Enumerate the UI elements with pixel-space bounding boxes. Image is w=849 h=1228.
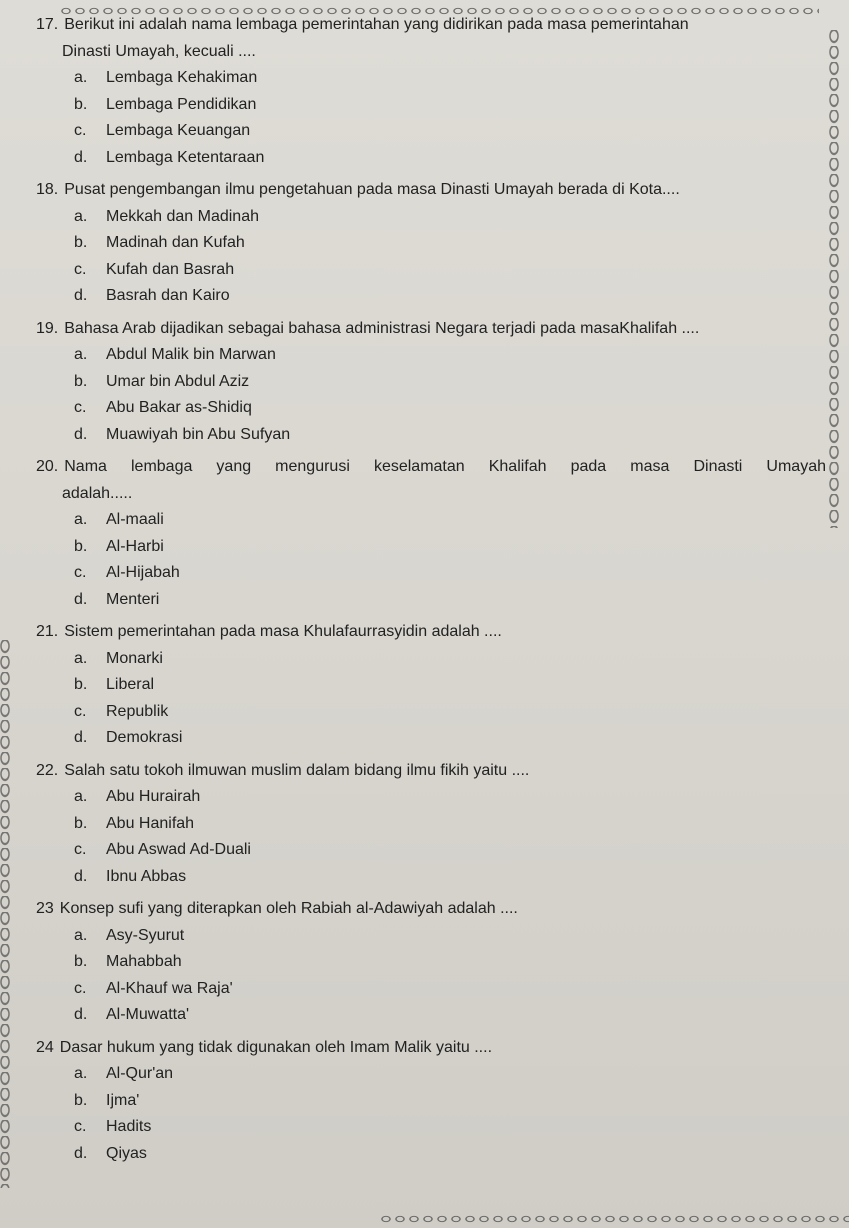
- option-c: [36, 976, 826, 1003]
- option-b: [36, 369, 826, 396]
- option-letter: b.: [74, 234, 88, 251]
- option-letter: d.: [74, 1006, 88, 1023]
- question-number: 21.: [36, 623, 59, 640]
- option-letter: d.: [74, 1144, 88, 1162]
- option-d: [36, 864, 826, 891]
- decorative-chain-border-bottom: [380, 1214, 849, 1224]
- question-17: [36, 12, 826, 171]
- option-text: Mahabbah: [106, 953, 182, 970]
- option-letter: b.: [74, 1091, 88, 1109]
- question-line: Salah satu tokoh ilmuwan muslim dalam bidang ilmu fikih yaitu ....: [64, 761, 530, 779]
- question-number: 24: [36, 1038, 54, 1056]
- question-number: 19.: [36, 319, 59, 337]
- question-19: [36, 316, 826, 449]
- option-d: [36, 1002, 826, 1029]
- question-18: [36, 177, 826, 310]
- option-b: [36, 534, 826, 561]
- question-text: [36, 12, 826, 39]
- question-text: [36, 177, 826, 204]
- option-c: [36, 560, 826, 587]
- option-letter: a.: [74, 1065, 88, 1082]
- question-number: 17.: [36, 16, 59, 33]
- option-b: [36, 811, 826, 838]
- option-text: Liberal: [106, 676, 155, 693]
- option-a: [36, 342, 826, 369]
- option-text: Umar bin Abdul Aziz: [106, 372, 250, 390]
- option-b: [36, 949, 826, 976]
- question-text: [36, 896, 826, 923]
- option-letter: d.: [74, 590, 88, 608]
- option-text: Mekkah dan Madinah: [106, 207, 259, 225]
- option-text: Lembaga Pendidikan: [106, 95, 257, 113]
- option-text: Abu Hurairah: [106, 788, 201, 805]
- option-c: [36, 1114, 826, 1141]
- decorative-chain-border-left: [0, 640, 10, 1188]
- option-letter: c.: [74, 841, 87, 858]
- option-c: [36, 118, 826, 145]
- option-letter: c.: [74, 122, 87, 139]
- question-24: [36, 1035, 826, 1168]
- option-letter: b.: [74, 372, 88, 390]
- option-letter: a.: [74, 207, 88, 225]
- question-23: [36, 896, 826, 1029]
- option-text: Asy-Syurut: [106, 926, 185, 944]
- question-line: Bahasa Arab dijadikan sebagai bahasa administrasi Negara terjadi pada masaKhalifah ....: [64, 319, 700, 337]
- option-letter: b.: [74, 537, 88, 555]
- option-letter: b.: [74, 953, 88, 970]
- option-letter: b.: [74, 676, 88, 693]
- option-a: [36, 204, 826, 231]
- option-text: Ibnu Abbas: [106, 867, 187, 885]
- option-letter: c.: [74, 564, 87, 581]
- option-letter: a.: [74, 788, 88, 805]
- option-text: Ijma': [106, 1091, 140, 1109]
- question-line: Pusat pengembangan ilmu pengetahuan pada masa Dinasti Umayah berada di Kota....: [64, 181, 680, 198]
- question-number: 20.: [36, 458, 59, 475]
- option-text: Abu Bakar as-Shidiq: [106, 399, 252, 416]
- option-text: Abu Aswad Ad-Duali: [106, 841, 251, 858]
- option-d: [36, 422, 826, 449]
- option-b: [36, 1088, 826, 1115]
- option-text: Hadits: [106, 1118, 152, 1135]
- question-line: Nama lembaga yang mengurusi keselamatan Khalifah pada masa Dinasti Umayah: [64, 458, 826, 475]
- option-b: [36, 230, 826, 257]
- option-text: Republik: [106, 702, 169, 720]
- question-text: [36, 316, 826, 343]
- option-letter: d.: [74, 148, 88, 166]
- question-list: [36, 12, 826, 1173]
- option-letter: c.: [74, 399, 87, 416]
- option-text: Muawiyah bin Abu Sufyan: [106, 425, 291, 443]
- option-letter: d.: [74, 287, 88, 304]
- option-c: [36, 257, 826, 284]
- question-number: 22.: [36, 761, 59, 779]
- option-text: Al-maali: [106, 511, 164, 528]
- option-c: [36, 837, 826, 864]
- option-a: [36, 65, 826, 92]
- option-text: Kufah dan Basrah: [106, 260, 235, 278]
- question-text: [36, 454, 826, 481]
- option-letter: d.: [74, 867, 88, 885]
- question-text-continued: Dinasti Umayah, kecuali ....: [62, 42, 256, 60]
- option-d: [36, 145, 826, 172]
- option-letter: a.: [74, 649, 88, 667]
- option-letter: d.: [74, 425, 88, 443]
- option-letter: b.: [74, 814, 88, 832]
- option-a: [36, 507, 826, 534]
- option-text: Monarki: [106, 649, 163, 667]
- option-text: Al-Qur'an: [106, 1065, 174, 1082]
- question-line: Berikut ini adalah nama lembaga pemerintahan yang didirikan pada masa pemerintahan: [64, 16, 689, 33]
- question-line: Konsep sufi yang diterapkan oleh Rabiah al-Adawiyah adalah ....: [59, 900, 518, 917]
- decorative-chain-border-right: [829, 30, 839, 528]
- question-20: [36, 454, 826, 613]
- question-line: Sistem pemerintahan pada masa Khulafaurrasyidin adalah ....: [64, 623, 502, 640]
- question-text: [36, 619, 826, 646]
- option-b: [36, 92, 826, 119]
- option-text: Lembaga Keuangan: [106, 122, 251, 139]
- option-text: Demokrasi: [106, 729, 183, 746]
- option-text: Al-Hijabah: [106, 564, 180, 581]
- option-letter: a.: [74, 346, 88, 363]
- option-a: [36, 784, 826, 811]
- option-text: Abdul Malik bin Marwan: [106, 346, 276, 363]
- option-text: Lembaga Ketentaraan: [106, 148, 265, 166]
- option-letter: c.: [74, 702, 87, 720]
- option-letter: c.: [74, 1118, 87, 1135]
- option-letter: b.: [74, 95, 88, 113]
- option-d: [36, 725, 826, 752]
- question-text: [36, 758, 826, 785]
- option-d: [36, 283, 826, 310]
- question-line: Dasar hukum yang tidak digunakan oleh Imam Malik yaitu ....: [59, 1038, 493, 1056]
- option-text: Menteri: [106, 590, 160, 608]
- question-text: [36, 1035, 826, 1062]
- option-text: Al-Muwatta': [106, 1006, 190, 1023]
- option-letter: d.: [74, 729, 88, 746]
- option-text: Lembaga Kehakiman: [106, 69, 258, 86]
- option-letter: c.: [74, 979, 87, 997]
- option-text: Al-Khauf wa Raja': [106, 979, 233, 997]
- question-text-continued: adalah.....: [62, 484, 133, 502]
- option-text: Madinah dan Kufah: [106, 234, 245, 251]
- option-letter: a.: [74, 511, 88, 528]
- option-a: [36, 646, 826, 673]
- option-d: [36, 587, 826, 614]
- option-letter: c.: [74, 260, 87, 278]
- option-letter: a.: [74, 926, 88, 944]
- question-21: [36, 619, 826, 752]
- option-text: Qiyas: [106, 1144, 147, 1162]
- option-a: [36, 1061, 826, 1088]
- option-text: Basrah dan Kairo: [106, 287, 230, 304]
- question-number: 18.: [36, 181, 59, 198]
- option-c: [36, 699, 826, 726]
- option-d: [36, 1141, 826, 1168]
- option-b: [36, 672, 826, 699]
- option-letter: a.: [74, 69, 88, 86]
- option-a: [36, 923, 826, 950]
- option-text: Abu Hanifah: [106, 814, 195, 832]
- question-22: [36, 758, 826, 891]
- option-text: Al-Harbi: [106, 537, 164, 555]
- option-c: [36, 395, 826, 422]
- question-number: 23: [36, 900, 54, 917]
